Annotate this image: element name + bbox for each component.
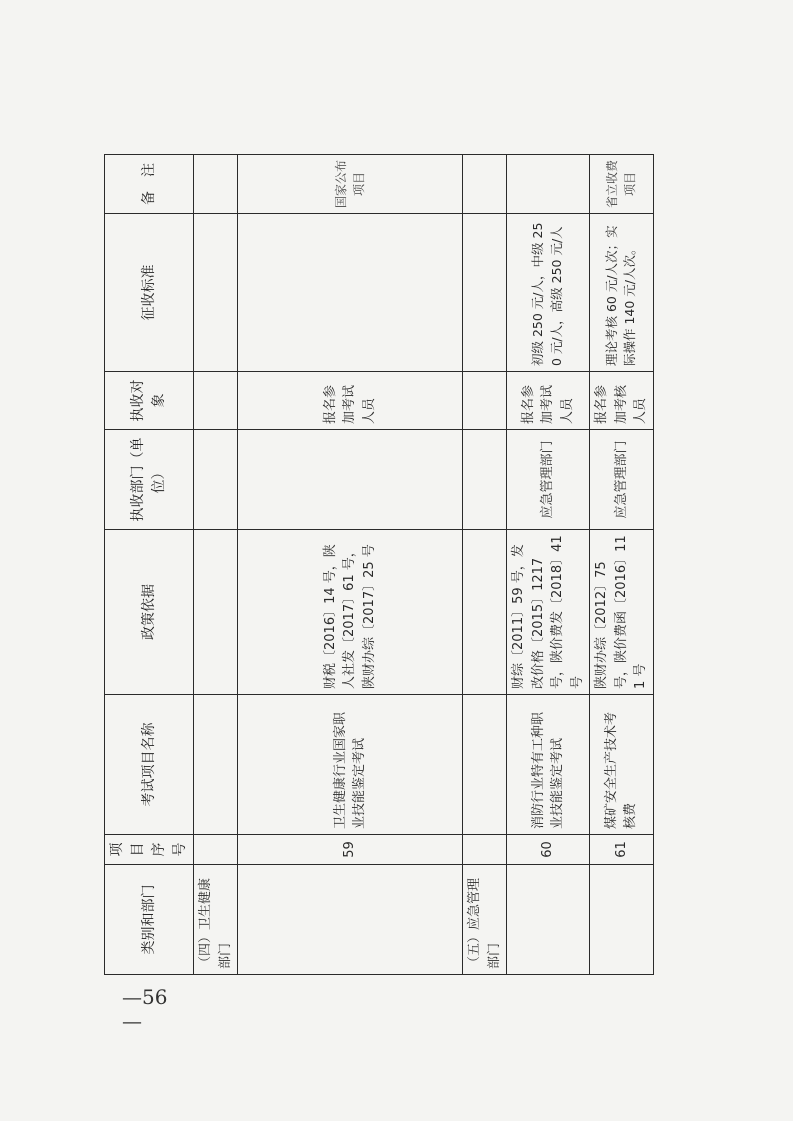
category-cell: （五）应急管理部门 (463, 865, 507, 975)
empty-cell (463, 430, 507, 530)
empty-cell (463, 372, 507, 430)
basis-cell: 陕财办综〔2012〕75 号，陕价费函〔2016〕111 号 (590, 530, 654, 695)
fee-table (104, 154, 654, 975)
standard-cell: 理论考核 60 元/人次；实际操作 140 元/人次。 (590, 214, 654, 372)
empty-cell (194, 430, 238, 530)
empty-cell (463, 530, 507, 695)
table-row (590, 155, 654, 975)
object-cell: 报名参加考核人员 (590, 372, 654, 430)
table-row (194, 155, 238, 975)
table-row (463, 155, 507, 975)
name-cell: 消防行业特有工种职业技能鉴定考试 (507, 695, 590, 835)
seq-cell: 60 (507, 835, 590, 865)
object-cell: 报名参加考试人员 (238, 372, 463, 430)
seq-cell: 61 (590, 835, 654, 865)
name-cell: 卫生健康行业国家职业技能鉴定考试 (238, 695, 463, 835)
empty-cell (590, 865, 654, 975)
object-cell: 报名参加考试人员 (507, 372, 590, 430)
note-cell: 省立收费项目 (590, 155, 654, 214)
table-row (238, 155, 463, 975)
header-standard: 征收标准 (105, 214, 194, 372)
empty-cell (463, 835, 507, 865)
dept-cell: 应急管理部门 (507, 430, 590, 530)
dept-cell (238, 430, 463, 530)
empty-cell (463, 214, 507, 372)
empty-cell (194, 835, 238, 865)
header-seq: 项目序号 (105, 835, 194, 865)
rotated-table-frame (104, 155, 648, 975)
header-category: 类别和部门 (105, 865, 194, 975)
name-cell: 煤矿安全生产技术考核费 (590, 695, 654, 835)
standard-cell (238, 214, 463, 372)
category-cell: （四）卫生健康部门 (194, 865, 238, 975)
header-name: 考试项目名称 (105, 695, 194, 835)
note-cell (507, 155, 590, 214)
table-row (507, 155, 590, 975)
empty-cell (194, 695, 238, 835)
dept-cell: 应急管理部门 (590, 430, 654, 530)
empty-cell (463, 695, 507, 835)
standard-cell: 初级 250 元/人，中级 250 元/人，高级 250 元/人 (507, 214, 590, 372)
empty-cell (507, 865, 590, 975)
empty-cell (194, 214, 238, 372)
note-cell: 国家公布项目 (238, 155, 463, 214)
header-note: 备 注 (105, 155, 194, 214)
empty-cell (238, 865, 463, 975)
landscape-page (104, 155, 648, 975)
empty-cell (463, 155, 507, 214)
basis-cell: 财税〔2016〕14 号，陕人社发〔2017〕61 号，陕财办综〔2017〕25 号 (238, 530, 463, 695)
seq-cell: 59 (238, 835, 463, 865)
page-number: —56— (122, 985, 168, 1033)
empty-cell (194, 372, 238, 430)
header-basis: 政策依据 (105, 530, 194, 695)
table-header-row (105, 155, 194, 975)
header-object: 执收对象 (105, 372, 194, 430)
empty-cell (194, 530, 238, 695)
basis-cell: 财综〔2011〕59 号，发改价格〔2015〕1217 号，陕价费发〔2018〕41 号 (507, 530, 590, 695)
empty-cell (194, 155, 238, 214)
header-dept: 执收部门（单位） (105, 430, 194, 530)
